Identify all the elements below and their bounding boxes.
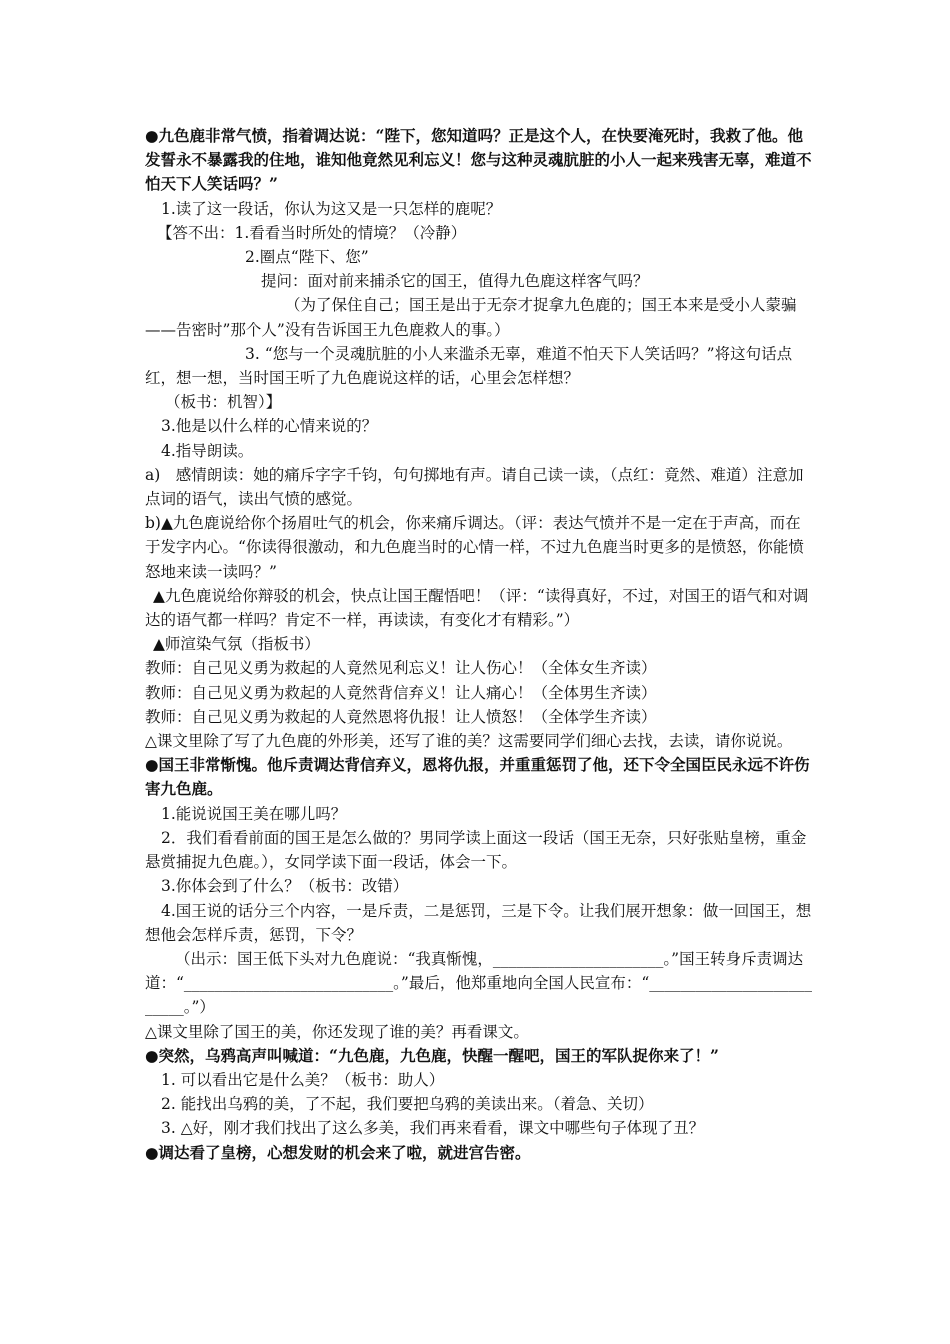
bullet-paragraph-king: ●国王非常惭愧。他斥责调达背信弃义，恩将仇报，并重重惩罚了他，还下令全国臣民永远不许伤害九色鹿。 (145, 755, 810, 799)
board-note-wit: （板书：机智）】 (165, 393, 282, 412)
transition-question-1: △课文里除了写了九色鹿的外形美，还写了谁的美？这需要同学们细心去找，去读，请你说说。 (145, 732, 793, 751)
bullet-paragraph-crow: ●突然，乌鸦高声叫喊道：“九色鹿，九色鹿，快醒一醒吧，国王的军队捉你来了！” (145, 1045, 719, 1065)
king-question-4: 4.国王说的话分三个内容，一是斥责，二是惩罚，三是下令。让我们展开想象：做一回国王，想想他会怎样斥责，惩罚，下令？ (145, 901, 812, 944)
king-question-1: 1.能说说国王美在哪儿吗？ (161, 804, 347, 823)
hint-answer-2: 2.圈点“陛下、您” (245, 248, 369, 267)
hint-answer-3: 3. “您与一个灵魂肮脏的小人来滥杀无辜，难道不怕天下人笑话吗？”将这句话点红，想一想，当时国王听了九色鹿说这样的话，心里会怎样想？ (145, 344, 793, 388)
crow-question-1: 1. 可以看出它是什么美？（板书：助人） (161, 1070, 445, 1089)
king-question-2: 2．我们看看前面的国王是怎么做的？男同学读上面这一段话（国王无奈，只好张贴皇榜，重金悬赏捕捉九色鹿。），女同学读下面一段话，体会一下。 (145, 828, 807, 872)
fill-in-exercise: （出示：国王低下头对九色鹿说：“我真惭愧，______________________。”国王转身斥责调达道：“___________________________。”最后，他郑重地向全国人民宣布：“__________________________。”） (145, 949, 813, 1017)
teacher-line-2: 教师：自己见义勇为救起的人竟然背信弃义！让人痛心！（全体男生齐读） (145, 683, 657, 702)
king-question-3: 3.你体会到了什么？（板书：改错） (161, 877, 409, 896)
reading-guide-b: b)▲九色鹿说给你个扬眉吐气的机会，你来痛斥调达。（评：表达气愤并不是一定在于声高，而在于发字内心。“你读得很激动，和九色鹿当时的心情一样，不过九色鹿当时更多的是愤怒，你能愤怒地来读一读吗？” (145, 514, 804, 581)
hint-question: 提问：面对前来捕杀它的国王，值得九色鹿这样客气吗？ (261, 272, 649, 291)
crow-question-2: 2. 能找出乌鸦的美，了不起，我们要把乌鸦的美读出来。（着急、关切） (161, 1095, 654, 1114)
teacher-line-1: 教师：自己见义勇为救起的人竟然见利忘义！让人伤心！（全体女生齐读） (145, 659, 657, 678)
transition-question-2: △课文里除了国王的美，你还发现了谁的美？再看课文。 (145, 1022, 529, 1041)
bullet-paragraph-tiaoda: ●调达看了皇榜，心想发财的机会来了啦，就进宫告密。 (145, 1142, 531, 1162)
question-4: 4.指导朗读。 (161, 441, 254, 460)
teacher-line-3: 教师：自己见义勇为救起的人竟然恩将仇报！让人愤怒！（全体学生齐读） (145, 707, 657, 726)
reading-guide-a: a) 感情朗读：她的痛斥字字千钧，句句掷地有声。请自己读一读，（点红：竟然、难道）注意加点词的语气，读出气愤的感觉。 (145, 465, 804, 509)
crow-question-3: 3. △好，刚才我们找出了这么多美，我们再来看看，课文中哪些句子体现了丑？ (161, 1119, 705, 1138)
reading-guide-triangle-2: ▲师渲染气氛（指板书） (153, 635, 320, 654)
question-1: 1.读了这一段话，你认为这又是一只怎样的鹿呢？ (161, 199, 502, 218)
question-3: 3.他是以什么样的心情来说的？ (161, 417, 378, 436)
reading-guide-triangle-1: ▲九色鹿说给你辩驳的机会，快点让国王醒悟吧！（评：“读得真好，不过，对国王的语气和对调达的语气都一样吗？肯定不一样，再读读，有变化才有精彩。”） (145, 586, 809, 630)
hint-answer-1: 【答不出：1.看看当时所处的情境？（冷静） (157, 223, 467, 242)
bullet-paragraph-deer-speech: ●九色鹿非常气愤，指着调达说：“陛下，您知道吗？正是这个人，在快要淹死时，我救了他。他发誓永不暴露我的住地，谁知他竟然见利忘义！您与这种灵魂肮脏的小人一起来残害无辜，难道不怕天下人笑话吗？” (145, 126, 812, 194)
hint-explanation: （为了保住自己；国王是出于无奈才捉拿九色鹿的；国王本来是受小人蒙骗——告密时”那个人”没有告诉国王九色鹿救人的事。） (145, 296, 797, 339)
document-body (145, 124, 813, 1165)
